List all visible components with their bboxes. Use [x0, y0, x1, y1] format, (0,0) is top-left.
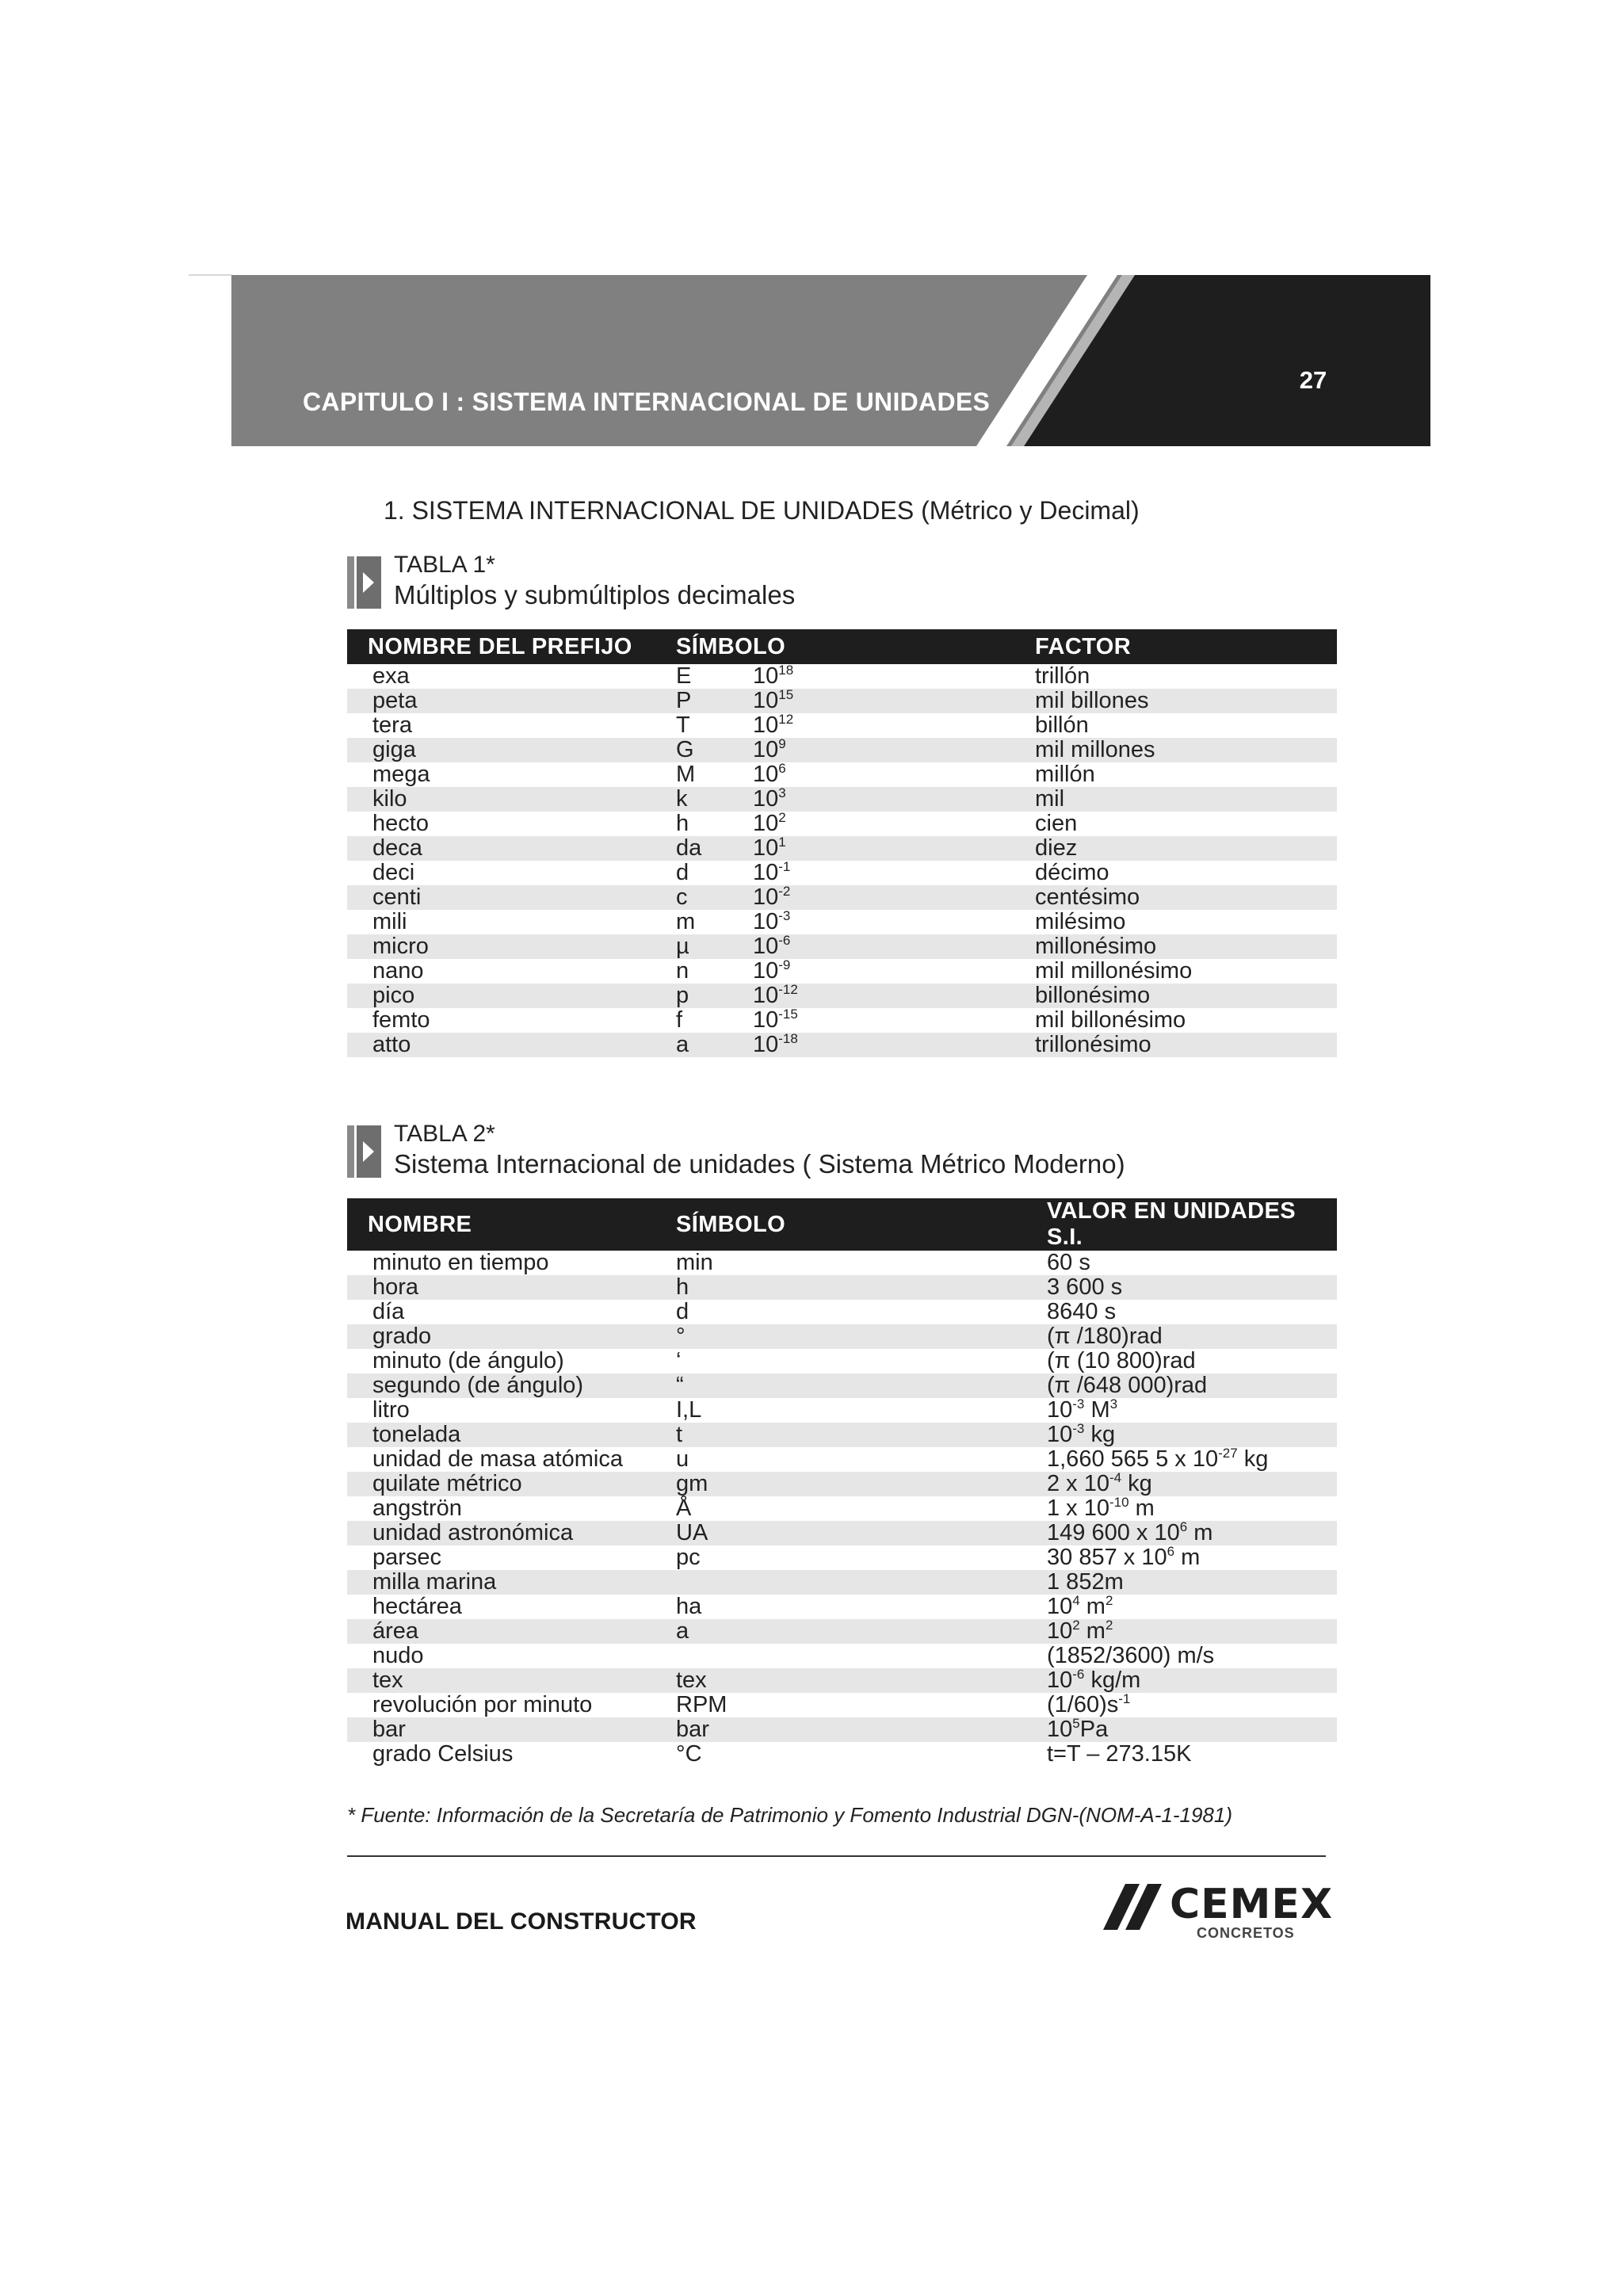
power-base: 10 [753, 688, 779, 713]
value-exponent: -1 [1118, 1691, 1131, 1706]
footnote: * Fuente: Información de la Secretaría de Patrimonio y Fomento Industrial DGN-(NOM-A-1-1981) [347, 1803, 1233, 1827]
power-base: 10 [753, 737, 779, 762]
value-text: 3 600 s [1047, 1274, 1123, 1300]
table-row [347, 689, 1337, 713]
table-row [347, 1668, 1337, 1693]
chapter-banner [231, 275, 1430, 446]
unit-value [1047, 1717, 1337, 1742]
unit-value [1047, 1447, 1337, 1472]
table2-marker [347, 1125, 381, 1178]
table-header-row [347, 1198, 1337, 1251]
value-text: 1 x 10 [1047, 1496, 1109, 1521]
power-base: 10 [753, 835, 779, 861]
power-base: 10 [753, 786, 779, 812]
prefix-name: femto [372, 1007, 430, 1033]
prefix-symbol: E [676, 663, 692, 689]
power-exponent: 6 [778, 761, 786, 776]
value-text: 1 852m [1047, 1569, 1124, 1595]
column-header: FACTOR [1035, 629, 1337, 664]
unit-name: bar [347, 1717, 676, 1742]
prefix-power [753, 1008, 1035, 1033]
prefix-symbol: m [676, 909, 696, 934]
value-exponent: -3 [1072, 1396, 1085, 1412]
prefix-symbol: da [676, 836, 753, 861]
value-text: 8640 s [1047, 1299, 1117, 1324]
unit-name: quilate métrico [347, 1472, 676, 1496]
unit-symbol: ° [676, 1324, 1047, 1349]
power-exponent: -18 [778, 1031, 798, 1046]
value-exponent: -4 [1109, 1470, 1122, 1485]
prefix-name: kilo [347, 787, 676, 812]
unit-value [1047, 1423, 1337, 1447]
table-row [347, 984, 1337, 1008]
prefix-power [753, 836, 1035, 861]
unit-value [1047, 1398, 1337, 1423]
prefix-factor: billonésimo [1035, 984, 1337, 1008]
unit-name: hora [347, 1275, 676, 1300]
unit-name: hectárea [372, 1594, 462, 1619]
value-text: (1852/3600) m/s [1047, 1643, 1215, 1668]
unit-symbol: h [676, 1275, 1047, 1300]
prefix-factor: mil [1035, 787, 1337, 812]
power-exponent: 2 [778, 810, 786, 825]
value-exponent: 3 [1109, 1396, 1118, 1412]
power-base: 10 [753, 983, 779, 1008]
prefix-symbol: G [676, 738, 753, 762]
unit-name: angströn [372, 1496, 462, 1521]
value-text: 10 [1047, 1717, 1073, 1742]
prefix-power [753, 934, 1035, 959]
prefix-factor: diez [1035, 836, 1337, 861]
table-row [347, 1717, 1337, 1742]
unit-value [1047, 1324, 1337, 1349]
table-row [347, 1324, 1337, 1349]
value-text: 60 s [1047, 1250, 1090, 1275]
table-row [347, 1300, 1337, 1324]
table-row [347, 787, 1337, 812]
table-row [347, 1008, 1337, 1033]
power-exponent: -12 [778, 982, 798, 997]
prefix-symbol: a [676, 1033, 753, 1057]
unit-value [1047, 1644, 1337, 1668]
unit-name: litro [372, 1397, 410, 1423]
prefix-name: mili [372, 909, 407, 934]
power-base: 10 [753, 811, 779, 836]
cemex-logo [1103, 1874, 1334, 1947]
table-row [347, 1472, 1337, 1496]
table-row [347, 812, 1337, 836]
prefix-symbol: n [676, 958, 689, 984]
table-row [347, 762, 1337, 787]
logo-subtitle: CONCRETOS [1197, 1925, 1295, 1941]
power-exponent: 12 [778, 712, 794, 727]
unit-value [1047, 1496, 1337, 1521]
unit-value [1047, 1275, 1337, 1300]
prefix-power [753, 1033, 1035, 1057]
manual-title: MANUAL DEL CONSTRUCTOR [346, 1908, 697, 1935]
unit-name: unidad de masa atómica [372, 1446, 623, 1472]
table-row [347, 1545, 1337, 1570]
value-exponent: -10 [1109, 1495, 1129, 1510]
table-row [347, 664, 1337, 689]
unit-value [1047, 1619, 1337, 1644]
unit-symbol: bar [676, 1717, 1047, 1742]
power-base: 10 [753, 1032, 779, 1057]
unit-symbol: Å [676, 1496, 692, 1521]
prefix-factor: trillonésimo [1035, 1033, 1337, 1057]
unit-name: tex [347, 1668, 676, 1693]
unit-name: minuto (de ángulo) [372, 1348, 564, 1373]
power-exponent: -3 [778, 908, 791, 923]
table-row [347, 1251, 1337, 1275]
table-row [347, 910, 1337, 934]
logo-wordmark: CEMEX [1170, 1881, 1334, 1928]
value-text: 10 [1047, 1397, 1073, 1423]
prefix-name: pico [347, 984, 676, 1008]
value-text: 149 600 x 10 [1047, 1520, 1180, 1545]
prefix-symbol: p [676, 984, 753, 1008]
si-units-table [347, 1198, 1337, 1767]
prefix-name: hecto [372, 811, 429, 836]
unit-symbol: gm [676, 1472, 1047, 1496]
value-text: m [1079, 1618, 1106, 1644]
unit-symbol: d [676, 1299, 689, 1324]
prefix-symbol: M [676, 762, 696, 787]
unit-value [1047, 1472, 1337, 1496]
unit-value [1047, 1595, 1337, 1619]
triangle-right-icon [363, 1141, 374, 1162]
power-base: 10 [753, 934, 779, 959]
value-exponent: 6 [1167, 1544, 1175, 1559]
unit-symbol: °C [676, 1741, 702, 1767]
value-text: (π /180)rad [1047, 1324, 1163, 1349]
power-exponent: 3 [778, 785, 786, 800]
table1-subtitle: Múltiplos y submúltiplos decimales [394, 580, 796, 609]
table-row [347, 1373, 1337, 1398]
prefix-symbol: h [676, 811, 689, 836]
table-row [347, 1521, 1337, 1545]
value-text: kg/m [1084, 1668, 1141, 1693]
value-text: Pa [1079, 1717, 1109, 1742]
table-row [347, 1398, 1337, 1423]
power-base: 10 [753, 958, 779, 984]
value-exponent: 5 [1072, 1716, 1080, 1731]
prefix-factor: mil millones [1035, 738, 1337, 762]
prefix-symbol: c [676, 885, 753, 910]
cemex-slashes-icon [1103, 1884, 1174, 1931]
prefix-table [347, 629, 1337, 1057]
prefix-power [753, 689, 1035, 713]
value-exponent: 2 [1072, 1618, 1080, 1633]
prefix-factor: cien [1035, 811, 1078, 836]
triangle-right-icon [363, 572, 374, 593]
unit-symbol [676, 1644, 1047, 1668]
value-text: 10 [1047, 1618, 1073, 1644]
chapter-title: CAPITULO I : SISTEMA INTERNACIONAL DE UNIDADES [303, 388, 991, 416]
unit-symbol: UA [676, 1521, 1047, 1545]
column-header: NOMBRE [347, 1198, 676, 1251]
unit-symbol: min [676, 1250, 713, 1275]
prefix-power [753, 787, 1035, 812]
value-exponent: 2 [1105, 1618, 1113, 1633]
prefix-factor: décimo [1035, 860, 1109, 885]
prefix-name: tera [372, 712, 412, 738]
prefix-factor: mil billones [1035, 689, 1337, 713]
table-row [347, 738, 1337, 762]
unit-value [1047, 1742, 1337, 1767]
value-text: kg [1237, 1446, 1269, 1472]
prefix-name: mega [372, 762, 430, 787]
table-row [347, 1447, 1337, 1472]
unit-name: grado Celsius [372, 1741, 514, 1767]
unit-symbol: tex [676, 1668, 1047, 1693]
prefix-symbol: d [676, 860, 689, 885]
column-header: VALOR EN UNIDADES S.I. [1047, 1198, 1337, 1251]
unit-name: milla marina [347, 1570, 676, 1595]
prefix-name: atto [347, 1033, 676, 1057]
value-text: (π /648 000)rad [1047, 1373, 1208, 1398]
prefix-name: peta [347, 689, 676, 713]
value-exponent: 4 [1072, 1593, 1080, 1608]
power-exponent: -15 [778, 1007, 798, 1022]
value-text: 10 [1047, 1594, 1073, 1619]
unit-symbol [676, 1570, 1047, 1595]
unit-value [1047, 1570, 1337, 1595]
value-exponent: 2 [1105, 1593, 1113, 1608]
prefix-power [753, 738, 1035, 762]
unit-value [1047, 1693, 1337, 1717]
table-row [347, 1644, 1337, 1668]
unit-symbol: “ [676, 1373, 1047, 1398]
table-row [347, 861, 1337, 885]
value-exponent: -27 [1218, 1446, 1238, 1461]
prefix-factor: mil millonésimo [1035, 958, 1193, 984]
table-row [347, 1423, 1337, 1447]
power-base: 10 [753, 860, 779, 885]
value-text: (π (10 800)rad [1047, 1348, 1196, 1373]
table-row [347, 1349, 1337, 1373]
power-exponent: -2 [778, 884, 791, 899]
table-row [347, 959, 1337, 984]
prefix-name: centi [347, 885, 676, 910]
unit-name: unidad astronómica [347, 1521, 676, 1545]
column-header: SÍMBOLO [676, 629, 1035, 664]
prefix-name: micro [347, 934, 676, 959]
prefix-factor: millonésimo [1035, 934, 1337, 959]
prefix-power [753, 664, 1035, 689]
prefix-power [753, 762, 1035, 787]
prefix-factor: mil billonésimo [1035, 1007, 1186, 1033]
value-text: 10 [1047, 1422, 1073, 1447]
table-row [347, 1619, 1337, 1644]
power-exponent: -9 [778, 957, 791, 972]
value-text: kg [1121, 1471, 1152, 1496]
value-text: 10 [1047, 1668, 1073, 1693]
value-text: (1/60)s [1047, 1692, 1119, 1717]
unit-name: tonelada [347, 1423, 676, 1447]
prefix-symbol: P [676, 689, 753, 713]
power-exponent: 15 [778, 687, 794, 702]
prefix-symbol: f [676, 1007, 683, 1033]
power-base: 10 [753, 909, 779, 934]
table-row [347, 1693, 1337, 1717]
unit-name: revolución por minuto [372, 1692, 593, 1717]
prefix-name: nano [372, 958, 424, 984]
prefix-power [753, 713, 1035, 738]
unit-value [1047, 1373, 1337, 1398]
prefix-power [753, 812, 1035, 836]
value-text: 2 x 10 [1047, 1471, 1109, 1496]
table-row [347, 1595, 1337, 1619]
table-row [347, 1496, 1337, 1521]
power-exponent: 18 [778, 663, 794, 678]
value-text: t=T – 273.15K [1047, 1741, 1192, 1767]
unit-symbol: t [676, 1423, 1047, 1447]
column-header: SÍMBOLO [676, 1198, 1047, 1251]
unit-value [1047, 1521, 1337, 1545]
unit-symbol: pc [676, 1545, 701, 1570]
prefix-factor: millón [1035, 762, 1095, 787]
unit-name: minuto en tiempo [372, 1250, 549, 1275]
table-row [347, 1033, 1337, 1057]
unit-name: grado [347, 1324, 676, 1349]
table-row [347, 885, 1337, 910]
value-exponent: 6 [1179, 1519, 1188, 1534]
unit-name: parsec [372, 1545, 442, 1570]
footer-divider [347, 1855, 1326, 1857]
value-exponent: -3 [1072, 1421, 1085, 1436]
power-base: 10 [753, 884, 779, 910]
value-text: m [1174, 1545, 1201, 1570]
prefix-name: giga [347, 738, 676, 762]
unit-symbol: u [676, 1446, 689, 1472]
value-text: M [1084, 1397, 1110, 1423]
unit-name: área [347, 1619, 676, 1644]
unit-value [1047, 1545, 1337, 1570]
column-header: NOMBRE DEL PREFIJO [347, 629, 676, 664]
prefix-power [753, 861, 1035, 885]
value-exponent: -6 [1072, 1667, 1085, 1682]
unit-name: segundo (de ángulo) [347, 1373, 676, 1398]
power-exponent: 1 [778, 835, 786, 850]
table-row [347, 934, 1337, 959]
prefix-factor: centésimo [1035, 885, 1337, 910]
value-text: m [1128, 1496, 1155, 1521]
value-text: m [1079, 1594, 1106, 1619]
unit-value [1047, 1300, 1337, 1324]
power-exponent: 9 [778, 736, 786, 751]
power-base: 10 [753, 1007, 779, 1033]
prefix-factor: trillón [1035, 663, 1090, 689]
table-header-row [347, 629, 1337, 664]
table-row [347, 1570, 1337, 1595]
prefix-power [753, 885, 1035, 910]
unit-name: nudo [372, 1643, 424, 1668]
power-exponent: -6 [778, 933, 791, 948]
table2-label: TABLA 2* [394, 1121, 495, 1147]
unit-symbol: ha [676, 1594, 702, 1619]
table2-subtitle: Sistema Internacional de unidades ( Sistema Métrico Moderno) [394, 1149, 1125, 1179]
unit-value [1047, 1251, 1337, 1275]
value-text: 30 857 x 10 [1047, 1545, 1167, 1570]
unit-name: día [372, 1299, 405, 1324]
power-base: 10 [753, 663, 779, 689]
unit-value [1047, 1668, 1337, 1693]
prefix-name: exa [372, 663, 410, 689]
unit-symbol: a [676, 1619, 1047, 1644]
page-number: 27 [1299, 366, 1327, 394]
banner-stripes-graphic [231, 275, 1430, 446]
table1-label: TABLA 1* [394, 552, 495, 578]
section-title: 1. SISTEMA INTERNACIONAL DE UNIDADES (Métrico y Decimal) [384, 496, 1140, 525]
value-text: 1,660 565 5 x 10 [1047, 1446, 1219, 1472]
prefix-factor: billón [1035, 712, 1089, 738]
prefix-symbol: µ [676, 934, 753, 959]
table-row [347, 1742, 1337, 1767]
unit-symbol: ‘ [676, 1348, 682, 1373]
power-base: 10 [753, 762, 779, 787]
value-text: m [1187, 1520, 1213, 1545]
table-row [347, 1275, 1337, 1300]
prefix-power [753, 959, 1035, 984]
power-base: 10 [753, 712, 779, 738]
table1-marker [347, 556, 381, 609]
unit-value [1047, 1349, 1337, 1373]
power-exponent: -1 [778, 859, 791, 874]
prefix-power [753, 910, 1035, 934]
table-row [347, 713, 1337, 738]
unit-symbol: I,L [676, 1397, 702, 1423]
unit-symbol: RPM [676, 1692, 727, 1717]
prefix-symbol: T [676, 712, 690, 738]
value-text: kg [1084, 1422, 1116, 1447]
prefix-factor: milésimo [1035, 909, 1126, 934]
top-hairline [189, 274, 231, 276]
prefix-symbol: k [676, 787, 753, 812]
prefix-power [753, 984, 1035, 1008]
prefix-name: deci [372, 860, 415, 885]
table-row [347, 836, 1337, 861]
prefix-name: deca [347, 836, 676, 861]
